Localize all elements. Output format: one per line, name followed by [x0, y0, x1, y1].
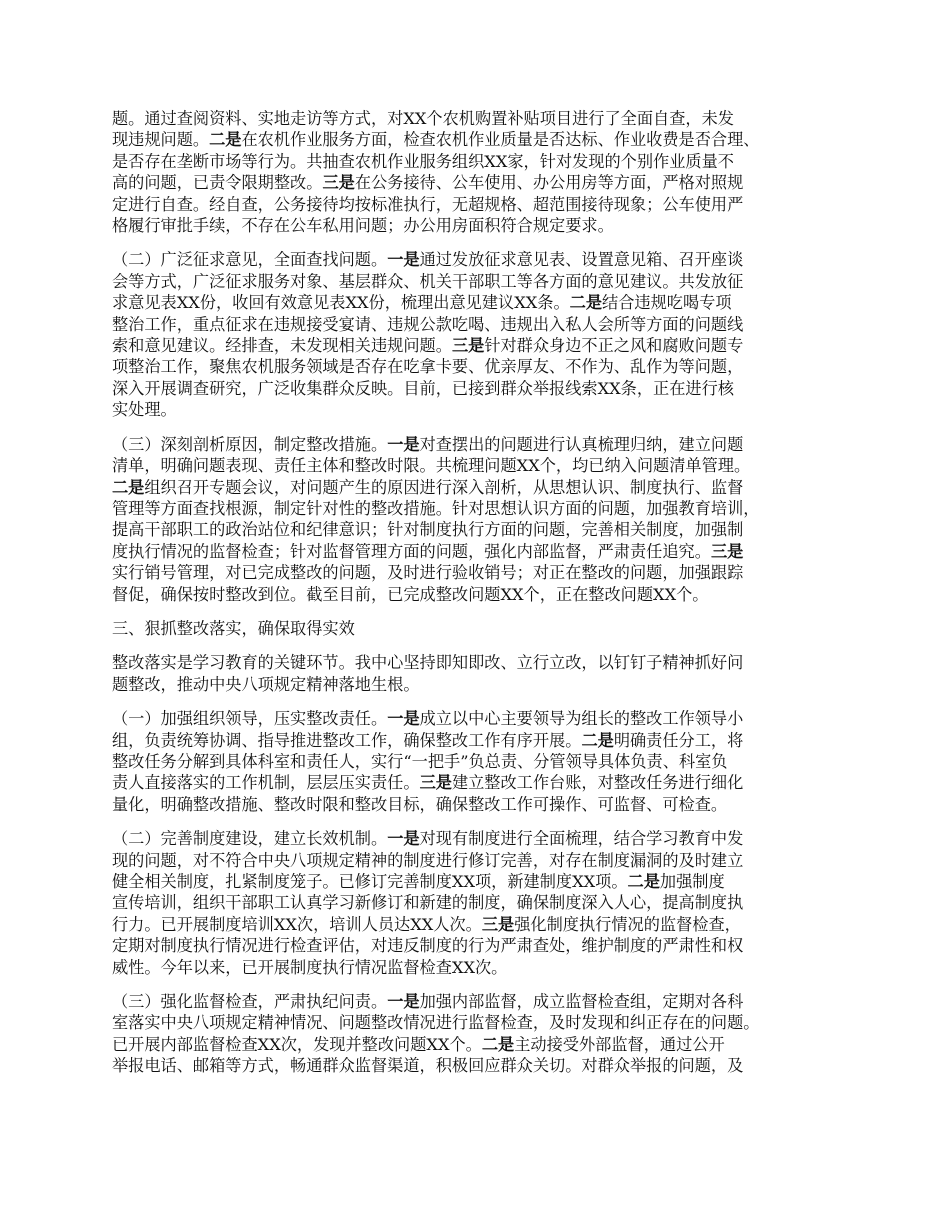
- emphasis-ordinal: 一是: [387, 709, 420, 729]
- paragraph-organization-leadership: （一）加强组织领导，压实整改责任。一是成立以中心主要领导为组长的整改工作领导小 组，负责统筹协调、指导推进整改工作，确保整改工作有序开展。二是明确责任分工，将 整改任务分解到具体科室和责任人，实行“一把手”负总责、分管领导具体负责、科室负 责人直接落实的工作机制，层层压实责任。三是建立整改工作台账，对整改任务进行细化 量化，明确整改措施、整改时限和整改目标，确保整改工作可操作、可监督、可检查。: [112, 709, 744, 814]
- paragraph-solicit-opinions: （二）广泛征求意见，全面查找问题。一是通过发放征求意见表、设置意见箱、召开座谈 会等方式，广泛征求服务对象、基层群众、机关干部职工等各方面的意见建议。共发放征 求意见表XX份，收回有效意见表XX份，梳理出意见建议XX条。二是结合违规吃喝专项 整治工作，重点征求在违规接受宴请、违规公款吃喝、违规出入私人会所等方面的问题线 索和意见建议。经排查，未发现相关违规问题。三是针对群众身边不正之风和腐败问题专 项整治工作，聚焦农机服务领域是否存在吃拿卡要、优亲厚友、不作为、乱作为等问题， 深入开展调查研究，广泛收集群众反映。目前，已接到群众举报线索XX条，正在进行核 实处理。: [112, 250, 744, 420]
- emphasis-ordinal: 一是: [387, 829, 420, 849]
- paragraph-section-intro: 整改落实是学习教育的关键环节。我中心坚持即知即改、立行立改，以钉钉子精神抓好问 题整改，推动中央八项规定精神落地生根。: [112, 653, 744, 694]
- emphasis-ordinal: 三是: [322, 173, 355, 193]
- emphasis-ordinal: 一是: [387, 250, 420, 270]
- emphasis-ordinal: 三是: [710, 541, 744, 561]
- emphasis-ordinal: 三是: [419, 773, 452, 793]
- emphasis-ordinal: 二是: [209, 130, 242, 150]
- emphasis-ordinal: 二是: [581, 730, 614, 750]
- emphasis-ordinal: 二是: [481, 1034, 515, 1054]
- emphasis-ordinal: 二是: [569, 293, 603, 313]
- emphasis-ordinal: 三是: [451, 336, 485, 356]
- paragraph-analyze-causes: （三）深刻剖析原因，制定整改措施。一是对查摆出的问题进行认真梳理归纳，建立问题 清单，明确问题表现、责任主体和整改时限。共梳理问题XX个，均已纳入问题清单管理。 二是组织召开专题会议，对问题产生的原因进行深入剖析，从思想认识、制度执行、监督 管理等方面查找根源，制定针对性的整改措施。针对思想认识方面的问题，加强教育培训， 提高干部职工的政治站位和纪律意识；针对制度执行方面的问题，完善相关制度，加强制 度执行情况的监督检查；针对监督管理方面的问题，强化内部监督，严肃责任追究。三是 实行销号管理，对已完成整改的问题，及时进行验收销号；对正在整改的问题，加强跟踪 督促，确保按时整改到位。截至目前，已完成整改问题XX个，正在整改问题XX个。: [112, 434, 760, 604]
- paragraph-self-inspection: 题。通过查阅资料、实地走访等方式，对XX个农机购置补贴项目进行了全面自查，未发 现违规问题。二是在农机作业服务方面，检查农机作业质量是否达标、作业收费是否合理、 是否存在垄断市场等行为。共抽查农机作业服务组织XX家，针对发现的个别作业质量不 高的问题，已责令限期整改。三是在公务接待、公车使用、办公用房等方面，严格对照规 定进行自查。经自查，公务接待均按标准执行，无超规格、超范围接待现象；公车使用严 格履行审批手续，不存在公车私用问题；办公用房面积符合规定要求。: [112, 109, 760, 236]
- section-heading-three: 三、狠抓整改落实，确保取得实效: [112, 618, 355, 638]
- emphasis-ordinal: 二是: [627, 872, 660, 891]
- emphasis-ordinal: 一是: [387, 434, 420, 454]
- document-page: [112, 108, 852, 1090]
- paragraph-supervision: （三）强化监督检查，严肃执纪问责。一是加强内部监督，成立监督检查组，定期对各科 室落实中央八项规定精神情况、问题整改情况进行监督检查，及时发现和纠正存在的问题。 已开展内部监督检查XX次，发现并整改问题XX个。二是主动接受外部监督，通过公开 举报电话、邮箱等方式，畅通群众监督渠道，积极回应群众关切。对群众举报的问题，及: [112, 992, 760, 1076]
- emphasis-ordinal: 三是: [481, 914, 515, 934]
- emphasis-ordinal: 一是: [387, 992, 420, 1012]
- emphasis-ordinal: 二是: [112, 477, 145, 497]
- paragraph-system-building: （二）完善制度建设，建立长效机制。一是对现有制度进行全面梳理，结合学习教育中发 现的问题，对不符合中央八项规定精神的制度进行修订完善，对存在制度漏洞的及时建立 健全相关制度，扎紧制度笼子。已修订完善制度XX项，新建制度XX项。二是加强制度 宣传培训，组织干部职工认真学习新修订和新建的制度，确保制度深入人心，提高制度执 行力。已开展制度培训XX次，培训人员达XX人次。三是强化制度执行情况的监督检查， 定期对制度执行情况进行检查评估，对违反制度的行为严肃查处，维护制度的严肃性和权 威性。今年以来，已开展制度执行情况监督检查XX次。: [112, 829, 744, 977]
